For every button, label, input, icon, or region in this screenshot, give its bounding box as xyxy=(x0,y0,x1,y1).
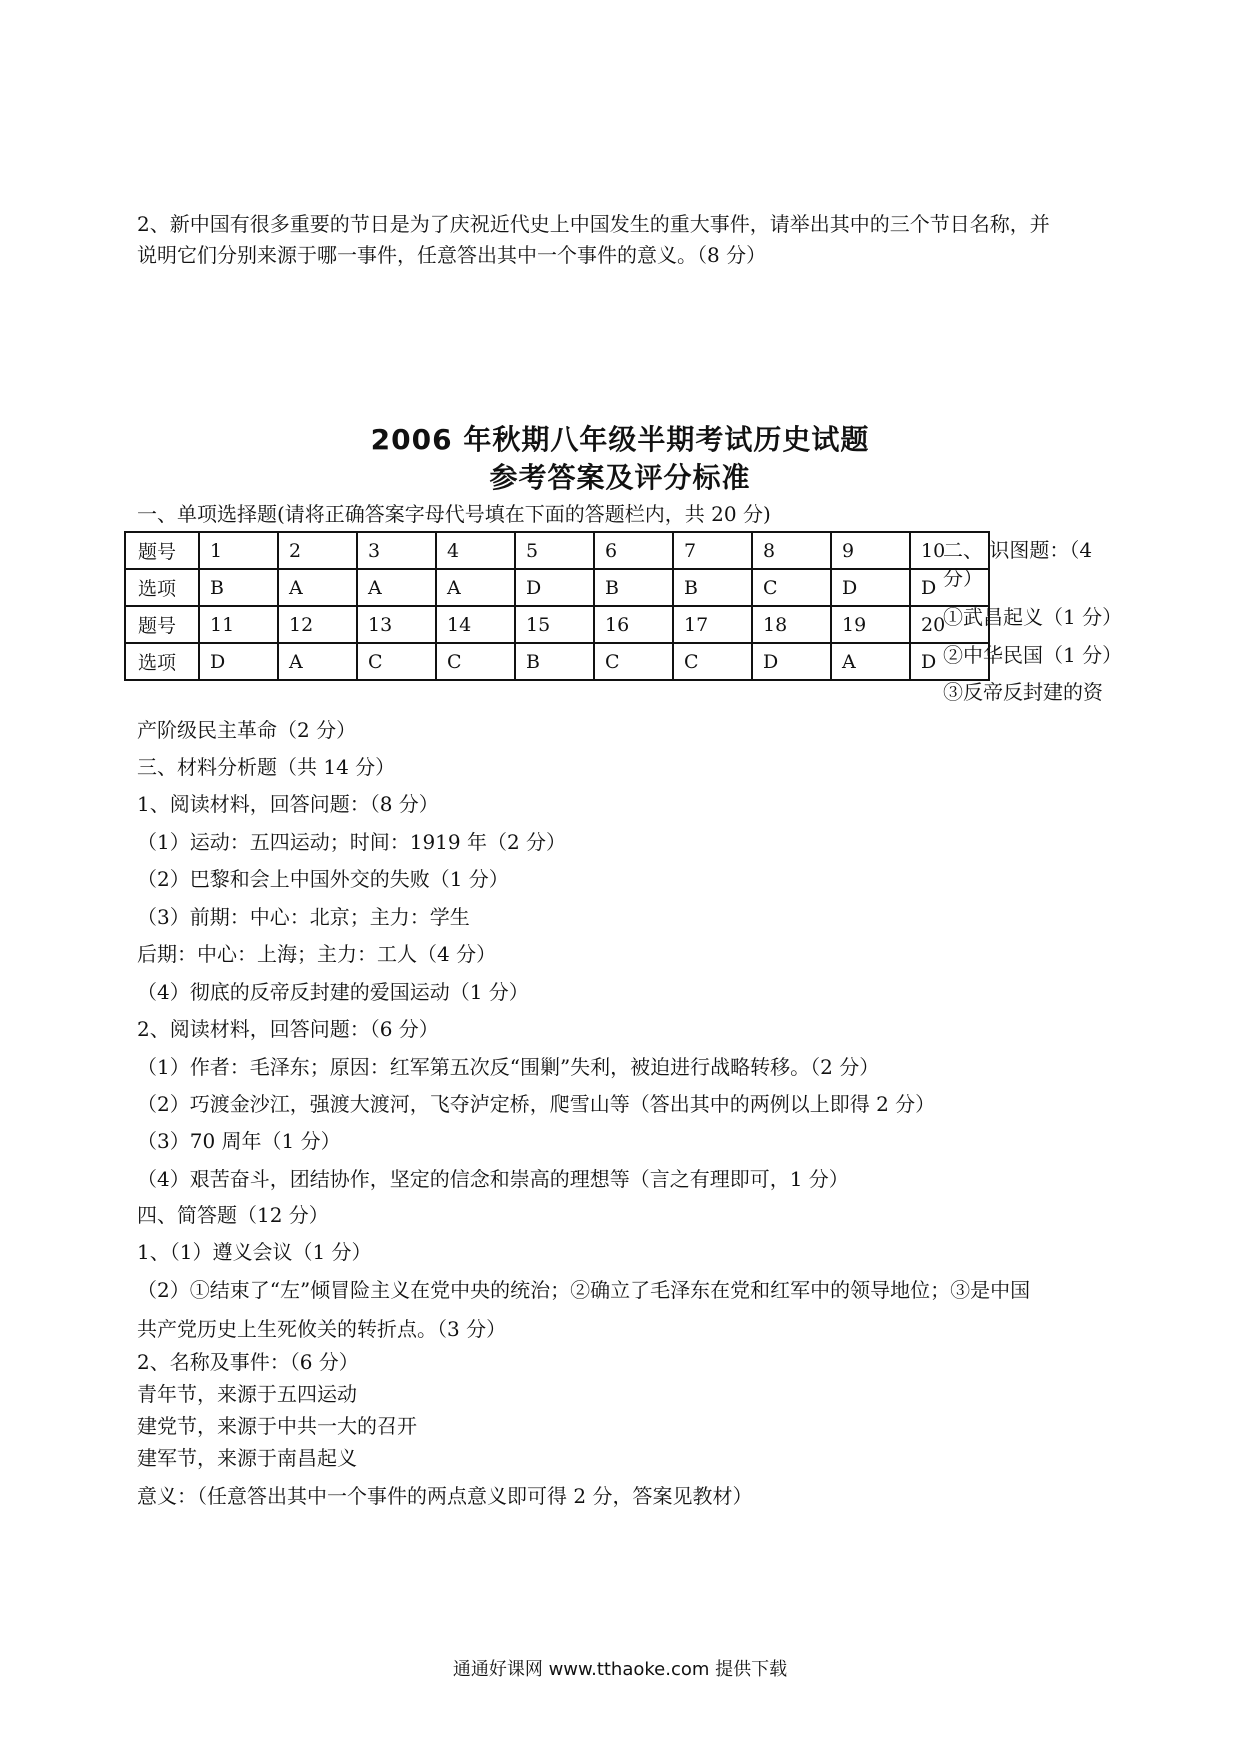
section-3-line: （3）前期：中心：北京；主力：学生 xyxy=(137,905,470,929)
answer-table-row-label: 题号 xyxy=(125,532,199,569)
answer-table-cell: A xyxy=(436,569,515,606)
section-4-line: 意义：（任意答出其中一个事件的两点意义即可得 2 分，答案见教材） xyxy=(137,1484,753,1508)
answer-table-cell: 14 xyxy=(436,606,515,643)
section-3-heading: 三、材料分析题（共 14 分） xyxy=(137,755,396,779)
section-3-line: （4）艰苦奋斗，团结协作，坚定的信念和崇高的理想等（言之有理即可，1 分） xyxy=(137,1167,849,1191)
section-3-line: 2、阅读材料，回答问题：（6 分） xyxy=(137,1017,439,1041)
answer-table-cell: 20 xyxy=(910,606,989,643)
answer-table-cell: 16 xyxy=(594,606,673,643)
section-3-line: （2）巴黎和会上中国外交的失败（1 分） xyxy=(137,867,509,891)
answer-table-cell: C xyxy=(594,643,673,680)
answer-table-cell: 9 xyxy=(831,532,910,569)
answer-table-cell: 3 xyxy=(357,532,436,569)
page-title: 2006 年秋期八年级半期考试历史试题 xyxy=(370,423,870,456)
section-3-line: （3）70 周年（1 分） xyxy=(137,1129,341,1153)
section-3-line: 1、阅读材料，回答问题：（8 分） xyxy=(137,792,439,816)
answer-table-row xyxy=(125,643,989,680)
answer-table-cell: D xyxy=(831,569,910,606)
section-1-heading: 一、单项选择题(请将正确答案字母代号填在下面的答题栏内，共 20 分) xyxy=(137,502,771,526)
answer-table xyxy=(124,531,990,681)
answer-table-row-label: 选项 xyxy=(125,569,199,606)
answer-table-cell: 17 xyxy=(673,606,752,643)
section-3-line: （2）巧渡金沙江，强渡大渡河，飞夺泸定桥，爬雪山等（答出其中的两例以上即得 2 分） xyxy=(137,1092,936,1116)
answer-table-row xyxy=(125,569,989,606)
section-4-line: 青年节，来源于五四运动 xyxy=(137,1382,357,1406)
answer-table-cell: 19 xyxy=(831,606,910,643)
answer-table-cell: 4 xyxy=(436,532,515,569)
answer-table-cell: 11 xyxy=(199,606,278,643)
answer-table-cell: 10 xyxy=(910,532,989,569)
section-3-line: （1）作者：毛泽东；原因：红军第五次反“围剿”失利，被迫进行战略转移。（2 分） xyxy=(137,1055,880,1079)
answer-table-row-label: 题号 xyxy=(125,606,199,643)
answer-table-cell: D xyxy=(199,643,278,680)
footer-source: 通通好课网 www.tthaoke.com 提供下载 xyxy=(452,1659,788,1680)
answer-table-row xyxy=(125,532,989,569)
answer-table-cell: C xyxy=(436,643,515,680)
question-2-line-2: 说明它们分别来源于哪一事件，任意答出其中一个事件的意义。（8 分） xyxy=(137,243,767,267)
answer-table-cell: C xyxy=(357,643,436,680)
answer-table-row xyxy=(125,606,989,643)
section-4-line: 建军节，来源于南昌起义 xyxy=(137,1446,357,1470)
section-4-heading: 四、简答题（12 分） xyxy=(137,1203,329,1227)
section-4-line: 共产党历史上生死攸关的转折点。（3 分） xyxy=(137,1317,507,1341)
answer-table-cell: 15 xyxy=(515,606,594,643)
section-2-line-3: ①武昌起义（1 分） xyxy=(943,605,1123,629)
answer-table-cell: 13 xyxy=(357,606,436,643)
section-3-line: （4）彻底的反帝反封建的爱国运动（1 分） xyxy=(137,980,529,1004)
answer-table-cell: 2 xyxy=(278,532,357,569)
page-subtitle: 参考答案及评分标准 xyxy=(489,461,751,494)
answer-table-cell: B xyxy=(673,569,752,606)
answer-table-cell: 7 xyxy=(673,532,752,569)
section-2-line-5: ③反帝反封建的资 xyxy=(943,680,1103,704)
answer-table-cell: B xyxy=(199,569,278,606)
answer-table-cell: A xyxy=(357,569,436,606)
section-4-line: 建党节，来源于中共一大的召开 xyxy=(137,1414,417,1438)
answer-table-cell: 18 xyxy=(752,606,831,643)
answer-table-cell: C xyxy=(673,643,752,680)
section-2-line-1: 二、 识图题：（4 xyxy=(943,538,1093,562)
answer-table-cell: D xyxy=(515,569,594,606)
answer-table-cell: D xyxy=(910,569,989,606)
section-3-line: 后期：中心：上海；主力：工人（4 分） xyxy=(137,942,497,966)
answer-table-cell: C xyxy=(752,569,831,606)
question-2-line-1: 2、新中国有很多重要的节日是为了庆祝近代史上中国发生的重大事件，请举出其中的三个节日名称，并 xyxy=(137,212,1050,236)
section-2-line-4: ②中华民国（1 分） xyxy=(943,643,1123,667)
answer-table-cell: 12 xyxy=(278,606,357,643)
section-2-line-6: 产阶级民主革命（2 分） xyxy=(137,718,357,742)
section-4-line: 2、名称及事件：（6 分） xyxy=(137,1350,359,1374)
answer-table-row-label: 选项 xyxy=(125,643,199,680)
answer-table-cell: 8 xyxy=(752,532,831,569)
answer-table-cell: B xyxy=(515,643,594,680)
section-4-line: 1、（1）遵义会议（1 分） xyxy=(137,1240,372,1264)
answer-table-cell: 1 xyxy=(199,532,278,569)
answer-table-cell: A xyxy=(831,643,910,680)
answer-table-cell: 6 xyxy=(594,532,673,569)
answer-table-cell: D xyxy=(752,643,831,680)
answer-table-cell: D xyxy=(910,643,989,680)
section-3-line: （1）运动：五四运动；时间：1919 年（2 分） xyxy=(137,830,567,854)
section-4-line: （2）①结束了“左”倾冒险主义在党中央的统治；②确立了毛泽东在党和红军中的领导地位；③是中国 xyxy=(137,1278,1031,1302)
answer-table-cell: A xyxy=(278,569,357,606)
answer-table-cell: 5 xyxy=(515,532,594,569)
section-2-line-2: 分） xyxy=(943,566,983,590)
answer-table-cell: B xyxy=(594,569,673,606)
answer-table-cell: A xyxy=(278,643,357,680)
